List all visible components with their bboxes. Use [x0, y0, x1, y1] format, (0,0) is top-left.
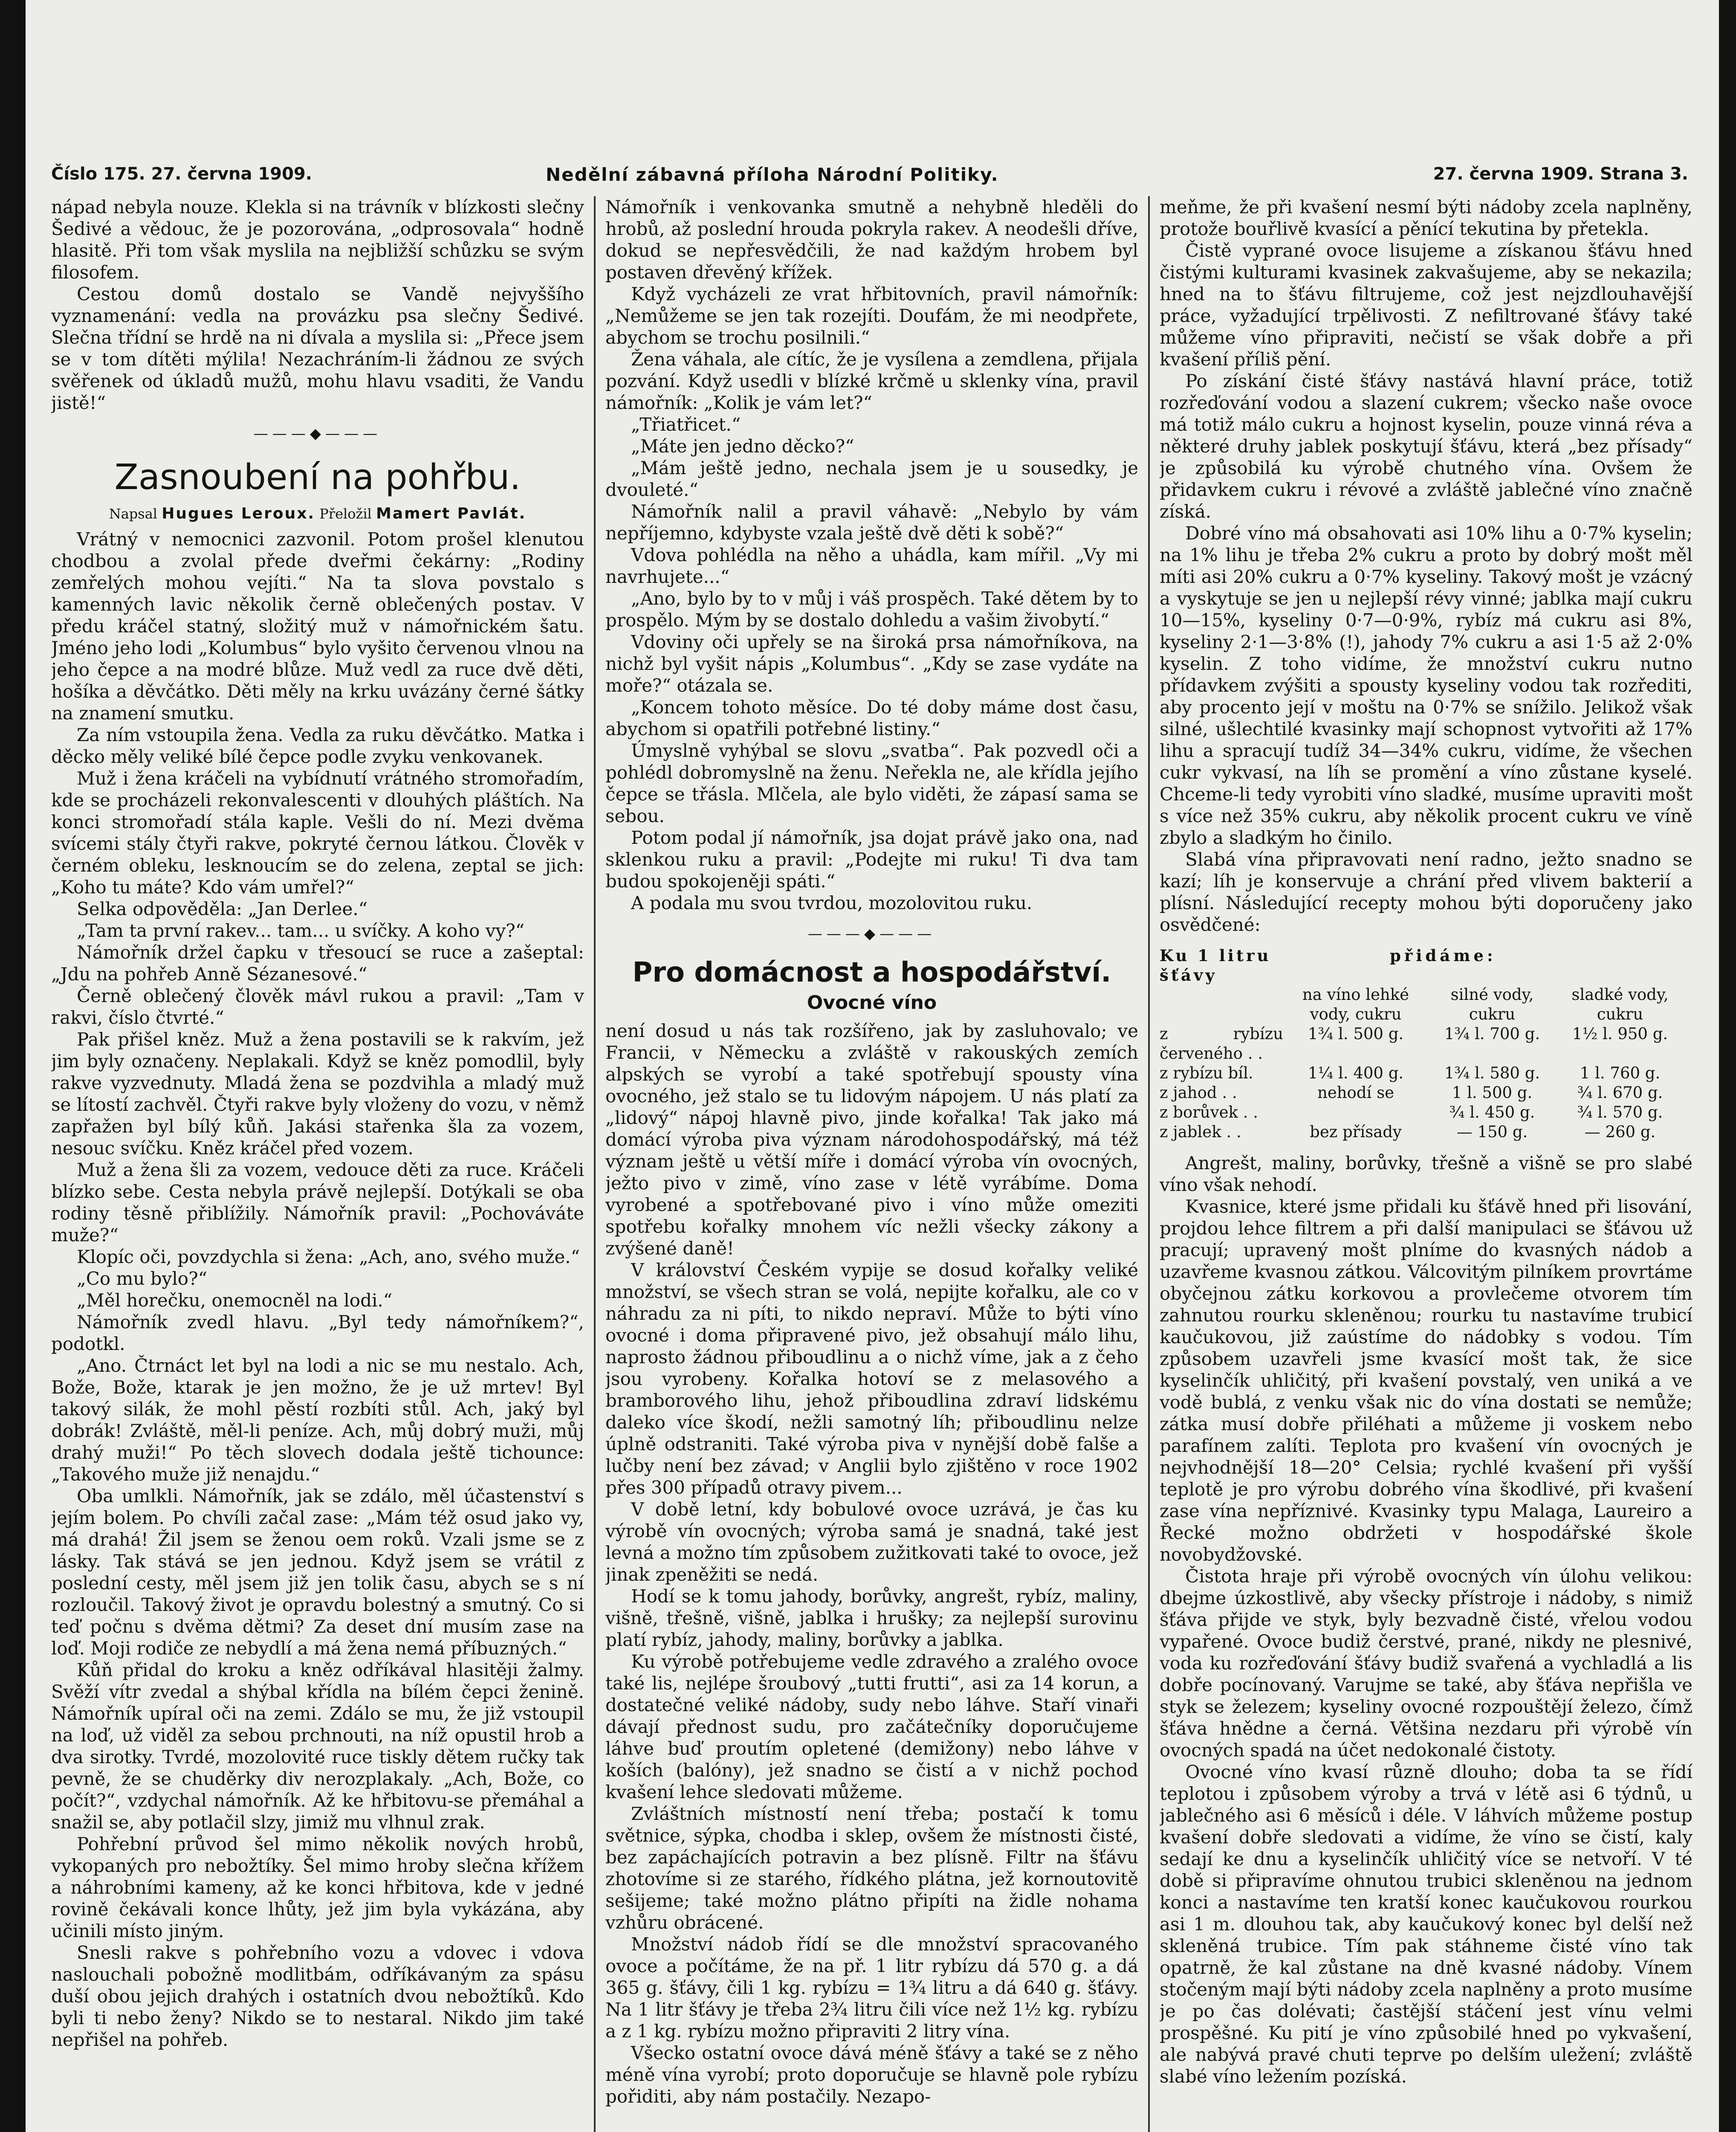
paragraph: Po získání čisté šťávy nastává hlavní práce, totiž rozřeďování vodou a slazení cukrem; všecko naše ovoce má totiž málo cukru a hojnost kyselin, pouze vinná réva a některé druhy jablek poskytují šťávu, která „bez přísady“ je způsobilá ku výrobě chutného vína. Ovšem že přidavkem cukru i révové a zvláště jablečné víno značně získá. — [1160, 371, 1693, 522]
column-rule — [1148, 196, 1150, 2132]
table-cell: — 260 g. — [1584, 1123, 1656, 1141]
table-cell: ¾ l. 670 g. — [1577, 1083, 1663, 1102]
section-title: Pro domácnost a hospodářství. — [632, 957, 1111, 988]
table-cell: 1¼ l. 400 g. — [1308, 1064, 1404, 1082]
table-cell: 1¾ l. 580 g. — [1444, 1064, 1540, 1082]
table-col-head-strong: silné vody, cukru — [1450, 985, 1534, 1023]
table-header — [1160, 946, 1693, 985]
table-cell: 1½ l. 950 g. — [1572, 1025, 1668, 1043]
table-cell: z jahod . . — [1160, 1083, 1237, 1102]
issue-number: Číslo 175. 27. června 1909. — [51, 164, 312, 184]
paragraph: Pak přišel kněz. Muž a žena postavili se k rakvím, jež jim byly označeny. Neplakali. Když se kněz pomodlil, byly rakve vyzvednuty. Mladá žena se pozdvihla a mladý muž se lítostí zachvěl. Čtyři rakve byly vloženy do vozu, v němž zapřažen byl bílý kůň. Jakási stařenka šla za vozem, nesouc svíčku. Kněz kráčel před vozem. — [51, 1029, 584, 1159]
table-row — [1160, 1083, 1693, 1103]
paragraph: „Třiatřicet.“ — [631, 414, 741, 435]
table-cell: 1 l. 760 g. — [1580, 1064, 1661, 1082]
byline-translator-prefix: Přeložil — [319, 506, 372, 522]
paragraph: Muž i žena kráčeli na vybídnutí vrátného stromořadím, kde se procházeli rekonvalescenti v dlouhých pláštích. Na konci stromořadí stála kaple. Vešli do ní. Mezi dvěma svícemi stály čtyři rakve, pokryté černou látkou. Člověk v černém obleku, lesknoucím se do zelena, zeptal se jich: „Koho tu máte? Kdo vám umřel?“ — [51, 768, 584, 898]
paragraph: Když vycházeli ze vrat hřbitovních, pravil námořník: „Nemůžeme se jen tak rozejíti. Doufám, že mi neodpřete, abychom se trochu posilnili.“ — [605, 284, 1138, 348]
paragraph: Snesli rakve s pohřebního vozu a vdovec i vdova naslouchali pobožně modlitbám, odříkávaným za spásu duší obou jejich drahých i ostatních dvou nebožtíků. Kdo byli ti nebo ženy? Nikdo se to nestaral. Nikdo jim také nepřišel na pohřeb. — [51, 1942, 584, 2050]
table-head-left-2: šťávy — [1160, 966, 1217, 985]
table-head-right: přidáme: — [1390, 946, 1496, 965]
table-col-head-light: na víno lehké vody, cukru — [1302, 985, 1409, 1023]
paragraph: Ku výrobě potřebujeme vedle zdravého a zralého ovoce také lis, nejlépe šroubový „tutti frutti“, asi za 14 korun, a dostatečné veliké nádoby, sudy nebo láhve. Staří vinaři dávají přednost sudu, pro začátečníky doporučujeme láhve buď proutím opletené (demižony) nebo láhve v koších (balóny), jež snadno se čistí a v nichž pochod kvašení lehce sledovati můžeme. — [605, 1651, 1138, 1802]
date-and-page: 27. června 1909. Strana 3. — [1433, 164, 1688, 184]
byline-author: Hugues Leroux. — [162, 505, 315, 522]
paragraph: Kvasnice, které jsme přidali ku šťávě hned při lisování, projdou lehce filtrem a při další manipulaci se šťávou už pracují; upravený mošt plníme do kvasných nádob a uzavřeme kvasnou zátkou. Válcovitým pilníkem provrtáme obyčejnou zátku korkovou a provlečeme otvorem tím zahnutou rourku skleněnou; rourku tu nastavíme trubicí kaučukovou, již zaústíme do nádobky s vodou. Tím způsobem uzavřeli jsme kvasící mošt tak, že sice kyselinčík uhličitý, při kvašení povstalý, ven uniká a ve vodě bublá, z venku však nic do vína dostati se nemůže; zátka musí dobře přiléhati a můžeme ji voskem nebo parafínem zalíti. Teplota pro kvašení vín ovocných je nejvhodnější 18—20° Celsia; rychlé kvašení při vyšší teplotě je pro výrobu dobrého vína škodlivé, při kvašení zase vína nepříznivé. Kvasinky typu Malaga, Laureiro a Řecké možno obdržeti v hospodářské škole novobydžovské. — [1160, 1196, 1693, 1565]
byline-translator: Mamert Pavlát. — [376, 505, 527, 522]
paragraph: Zvláštních místností není třeba; postačí k tomu světnice, sýpka, chodba i sklep, ovšem že místnosti čisté, bez zapáchajících potravin a bez plísně. Filtr na šťávu zhotovíme si ze starého, řídkého plátna, jež kornoutovitě sešijeme; také možno plátno připíti na židle nohama vzhůru obrácené. — [605, 1803, 1138, 1933]
paragraph: Námořník zvedl hlavu. „Byl tedy námořníkem?“, podotkl. — [51, 1312, 584, 1354]
paragraph: Žena váhala, ale cítíc, že je vysílena a zemdlena, přijala pozvání. Když usedli v blízké krčmě u sklenky vína, pravil námořník: „Kolik je vám let?“ — [605, 349, 1138, 413]
paragraph: Muž a žena šli za vozem, vedouce děti za ruce. Kráčeli blízko sebe. Cesta nebyla právě nejlepší. Dotýkali se oba rodiny těsně přiblížily. Námořník pravil: „Pochováváte muže?“ — [51, 1159, 584, 1246]
column-3 — [1160, 196, 1693, 2132]
table-cell: — 150 g. — [1456, 1123, 1528, 1141]
section-divider: ———◆——— — [253, 425, 382, 442]
paragraph: „Máte jen jedno děcko?“ — [631, 436, 854, 457]
column-1 — [51, 196, 584, 2132]
paragraph: „Mám ještě jedno, nechala jsem je u sousedky, je dvouleté.“ — [605, 458, 1138, 500]
section-divider: ———◆——— — [807, 925, 936, 942]
table-row — [1160, 1024, 1693, 1063]
byline-prefix: Napsal — [109, 506, 158, 522]
paragraph: „Ano, bylo by to v můj i váš prospěch. Také dětem by to prospělo. Mým by se dostalo dohledu a vašim živobytí.“ — [605, 588, 1138, 631]
paragraph: Ovocné víno kvasí různě dlouho; doba ta se řídí teplotou i způsobem výroby a trvá v létě asi 6 týdnů, u jablečného asi 6 měsíců i déle. V láhvích můžeme postup kvašení dobře sledovati a vidíme, že víno se čistí, kaly sedají ke dnu a kyselinčík uhličitý více se netvoří. V té době si připravíme ohnutou trubici skleněnou na jednom konci a nastavíme ten kratší konec kaučukovou rourkou asi 1 m. dlouhou tak, aby kaučukový konec byl delší než skleněná trubice. Tím pak stáhneme čisté víno tak opatrně, že kal zůstane na dně kvasné nádoby. Vínem stočeným mají býti nádoby zcela naplněny a proto musíme je po čas dolévati; častější stáčení jest vínu velmi prospěšné. Ku pití je víno způsobilé hned po vykvašení, ale nabývá pravé chuti teprve po delším uležení; zvláště slabé víno ležením pozíská. — [1160, 1761, 1693, 2087]
paragraph: Hodí se k tomu jahody, borůvky, angrešt, rybíz, maliny, višně, třešně, višně, jablka i hrušky; za nejlepší surovinu platí rybíz, jahody, maliny, borůvky a jablka. — [605, 1586, 1138, 1650]
table-column-headers — [1160, 985, 1693, 1024]
paragraph: Potom podal jí námořník, jsa dojat právě jako ona, nad sklenkou ruku a pravil: „Podejte mi ruku! Ti dva tam budou spokojeněji spáti.“ — [605, 827, 1138, 892]
table-cell: nehodí se — [1317, 1083, 1394, 1102]
table-row — [1160, 1063, 1693, 1083]
paragraph: „Koncem tohoto měsíce. Do té doby máme dost času, abychom si opatřili potřebné listiny.“ — [605, 697, 1138, 739]
paragraph: Dobré víno má obsahovati asi 10% lihu a 0·7% kyselin; na 1% lihu je třeba 2% cukru a proto by dobrý mošt měl míti asi 20% cukru a 0·7% kyseliny. Takový mošt je vzácný a vyskytuje se jen u nejlepší révy vinné; jablka mají cukru 10—15%, kyseliny 0·7—0·9%, rybíz má cukru asi 8%, kyseliny 2·1—3·8% (!), jahody 7% cukru a asi 1·5 až 2·0% kyselin. Z toho vidíme, že množství cukru nutno přídavkem zvýšiti a spousty kyseliny vodou tak rozřediti, aby procento její v moštu na 0·7% se snížilo. Jelikož však silné, ušlechtilé kvasinky mají schopnost vytvořiti až 17% lihu a spracují tudíž 34—34% cukru, vidíme, že všechen cukr vykvasí, na líh se promění a víno zůstane kyselé. Chceme-li tedy vyrobiti víno sladké, musíme upraviti mošt s více než 35% cukru, aby několik procent cukru ve víně zbylo a sladkým ho činilo. — [1160, 523, 1693, 848]
table-head-left-1: Ku 1 litru — [1160, 946, 1271, 965]
scan-border-left — [0, 0, 26, 2132]
article-subtitle: Ovocné víno — [807, 992, 937, 1014]
paragraph: Vdoviny oči upřely se na široká prsa námořníkova, na nichž byl vyšit nápis „Kolumbus“. „Kdy se zase vydáte na moře?“ otázala se. — [605, 631, 1138, 696]
paragraph: Selka odpověděla: „Jan Derlee.“ — [77, 898, 368, 919]
table-cell: z jablek . . — [1160, 1123, 1241, 1141]
table-cell: 1 l. 500 g. — [1452, 1083, 1533, 1102]
paragraph: Kůň přidal do kroku a kněz odříkával hlasitěji žalmy. Svěží vítr zvedal a shýbal křídla na bílém čepci ženině. Námořník upíral oči na zemi. Zdálo se mu, že již vstoupil na loď, už viděl za sebou prchnouti, na níž opustil hrob a dva sirotky. Tvrdé, mozolovité ruce tiskly dětem ručky tak pevně, že se chuděrky div nerozplakaly. „Ach, Bože, co počít?“, vzdychal námořník. Až ke hřbitovu-se přemáhal a snažil se, aby potlačil slzy, jimiž mu vlhnul zrak. — [51, 1660, 584, 1833]
paragraph: V království Českém vypije se dosud kořalky veliké množství, se všech stran se volá, nepijte kořalku, ale co v náhradu za ni píti, to nikdo nepraví. Může to býti víno ovocné i doma připravené pivo, jež obsahují málo lihu, naprosto žádnou přiboudlinu a o nichž víme, jak a z čeho jsou vyrobeny. Kořalka hotoví se z melasového a bramborového lihu, jehož přiboudlina zdraví lidskému daleko více škodí, nežli samotný líh; přiboudlinu nelze úplně odstraniti. Také výroba piva v nynější době falše a lučby není bez závad; v Anglii bylo zjištěno v roce 1902 přes 300 případů otravy pivem... — [605, 1260, 1138, 1498]
paragraph: „Tam ta první rakev... tam... u svíčky. A koho vy?“ — [77, 920, 525, 941]
paragraph: Úmyslně vyhýbal se slovu „svatba“. Pak pozvedl oči a pohlédl dobromyslně na ženu. Neřekla ne, ale křídla jejího čepce se třásla. Mlčela, ale bylo viděti, že zápasí sama se sebou. — [605, 740, 1138, 826]
paragraph: není dosud u nás tak rozšířeno, jak by zasluhovalo; ve Francii, v Německu a zvláště v rakouských zemích alpských se vyrobí a také spotřebují spousty vína ovocného, jež stalo se tu lidovým nápojem. U nás platí za „lidový“ nápoj hlavně pivo, jinde kořalka! Tak jako má domácí výroba piva význam národohospodářský, má též význam ještě u větší míře i domácí výroba vín ovocných, ježto pivo v zimě, víno zase v létě vyrábíme. Doma vyrobené a spotřebované pivo i víno může omeziti spotřebu kořalky mnohem víc nežli všecky zákony a zvýšené daně! — [605, 1020, 1138, 1259]
paragraph: „Ano. Čtrnáct let byl na lodi a nic se mu nestalo. Ach, Bože, Bože, ktarak je jen možno, že je už mrtev! Byl takový silák, že mohl pěstí rozbíti stůl. Ach, jaký byl dobrák! Zvláště, měl-li peníze. Ach, můj dobrý muži, můj drahý muži!“ Po těch slovech dodala ještě tichounce: „Takového muže již nenajdu.“ — [51, 1355, 584, 1485]
paragraph: V době letní, kdy bobulové ovoce uzrává, je čas ku výrobě vín ovocných; výroba samá je snadná, také jest levná a možno tím způsobem zužitkovati také to ovoce, jež jinak zpeněžiti se nedá. — [605, 1499, 1138, 1585]
paragraph: Množství nádob řídí se dle množství spracovaného ovoce a počítáme, že na př. 1 litr rybízu dá 570 g. a dá 365 g. šťávy, čili 1 kg. rybízu = 1¾ litru a dá 640 g. šťávy. Na 1 litr šťávy je třeba 2¾ litru čili více než 1½ kg. rybízu a z 1 kg. rybízu možno připraviti 2 litry vína. — [605, 1934, 1138, 2042]
paragraph: Námořník držel čapku v třesoucí se ruce a zašeptal: „Jdu na pohřeb Anně Sézanesové.“ — [51, 942, 584, 985]
paragraph: Námořník i venkovanka smutně a nehybně hleděli do hrobů, až poslední hrouda pokryla rakev. A neodešli dříve, dokud se nepřesvědčili, že nad každým hrobem byl postaven dřevěný křížek. — [605, 197, 1138, 283]
page-header — [47, 160, 1701, 190]
paragraph: nápad nebyla nouze. Klekla si na trávník v blízkosti slečny Šedivé a vědouc, že je pozorována, „odprosovala“ hodně hlasitě. Při tom však myslila na nejbližší schůzku se svým filosofem. — [51, 197, 584, 283]
article-title: Zasnoubení na pohřbu. — [114, 457, 521, 498]
scan-border-right — [1719, 0, 1736, 2132]
table-cell — [1283, 1103, 1428, 1122]
paragraph: Slabá vína připravovati není radno, ježto snadno se kazí; líh je konservuje a chrání před vlivem bakterií a plísní. Následující recepty mohou býti doporučeny jako osvědčené: — [1160, 849, 1693, 935]
publication-title: Nedělní zábavná příloha Národní Politiky. — [546, 164, 999, 185]
paragraph: „Co mu bylo?“ — [77, 1268, 208, 1289]
paragraph: Námořník nalil a pravil váhavě: „Nebylo by vám nepříjemno, kdybyste vzala ještě dvě děti k sobě?“ — [605, 501, 1138, 544]
column-2 — [605, 196, 1138, 2132]
paragraph: Pohřební průvod šel mimo několik nových hrobů, vykopaných pro nebožtíky. Šel mimo hroby slečna křížem a náhrobními kameny, až ke konci hřbitova, kde v jedné rovině čekávali konce lhůty, jež jim byla vykázána, aby učinili místo jiným. — [51, 1834, 584, 1941]
paragraph: Vrátný v nemocnici zazvonil. Potom prošel klenutou chodbou a zvolal přede dveřmi čekárny: „Rodiny zemřelých mohou vejíti.“ Na ta slova povstalo s kamenných lavic několik černě oblečených postav. V předu kráčel statný, složitý muž v námořnickém šatu. Jméno jeho lodi „Kolumbus“ bylo vyšito červenou vlnou na jeho čepce a na modré blůze. Muž vedl za ruce dvě děti, hošíka a děvčátko. Děti měly na krku uvázány černé šátky na znamení smutku. — [51, 529, 584, 724]
table-cell: ¾ l. 570 g. — [1577, 1103, 1663, 1121]
paragraph: Angrešt, maliny, borůvky, třešně a višně se pro slabé víno však nehodí. — [1160, 1153, 1693, 1195]
paragraph: A podala mu svou tvrdou, mozolovitou ruku. — [631, 892, 1033, 913]
paragraph: Za ním vstoupila žena. Vedla za ruku děvčátko. Matka i děcko měly veliké bílé čepce podle zvyku venkovanek. — [51, 724, 584, 767]
paragraph: Klopíc oči, povzdychla si žena: „Ach, ano, svého muže.“ — [77, 1246, 580, 1267]
recipe-table — [1160, 946, 1693, 1142]
paragraph: Všecko ostatní ovoce dává méně šťávy a také se z něho méně vína vyrobí; proto doporučuje se hlavně pole rybízu pořiditi, aby nám postačily. Nezapo- — [605, 2042, 1138, 2107]
paragraph: Oba umlkli. Námořník, jak se zdálo, měl účastenství s jejím bolem. Po chvíli začal zase: „Mám též osud jako vy, má drahá! Žil jsem se ženou oem roků. Vzali jsme se z lásky. Tak stává se jen jednou. Když jsem se vrátil z poslední cesty, měl jsem již jen tolik času, abych se s ní rozloučil. Takový život je opravdu bolestný a smutný. Co si teď počnu s dvěma dětmi? Za deset dní musím zase na loď. Moji rodiče ze nebydlí a má žena nemá příbuzných.“ — [51, 1486, 584, 1659]
table-cell — [1160, 985, 1283, 1024]
table-cell: bez přísady — [1310, 1123, 1402, 1141]
paragraph: „Měl horečku, onemocněl na lodi.“ — [77, 1290, 393, 1311]
column-rule — [594, 196, 596, 2132]
table-cell: 1¾ l. 700 g. — [1444, 1025, 1540, 1043]
table-cell: z rybízu bíl. — [1160, 1064, 1253, 1082]
table-cell: ¾ l. 450 g. — [1449, 1103, 1535, 1121]
paragraph: Vdova pohlédla na něho a uhádla, kam mířil. „Vy mi navrhujete...“ — [605, 545, 1138, 587]
paragraph: Cestou domů dostalo se Vandě nejvyššího vyznamenání: vedla na provázku psa slečny Šedivé. Slečna třídní se hrdě na ni dívala a myslila si: „Přece jsem se v tom dítěti mýlila! Nezachráním-li žádnou ze svých svěřenek od úkladů mužů, mohu hlavu vsaditi, že Vandu jistě!“ — [51, 284, 584, 413]
table-cell: 1¾ l. 500 g. — [1308, 1025, 1404, 1043]
table-cell: z rybízu červeného . . — [1160, 1025, 1283, 1063]
byline — [51, 504, 584, 523]
table-row — [1160, 1103, 1693, 1122]
paragraph: Černě oblečený člověk mávl rukou a pravil: „Tam v rakvi, číslo čtvrté.“ — [51, 985, 584, 1028]
paragraph: Čistota hraje při výrobě ovocných vín úlohu velikou: dbejme úzkostlivě, aby všecky přístroje i nádoby, s nimiž šťáva přijde ve styk, byly bezvadně čisté, vřelou vodou vypařené. Ovoce budiž čerstvé, prané, nikdy ne plesnivé, voda ku rozřeďování šťávy budiž svařená a vychladlá a lis dobře pocínovaný. Varujme se také, aby šťáva nepřišla ve styk se železem; kyseliny ovocné rozpouštějí železo, čímž šťáva hnědne a černá. Většina nezdaru při výrobě vín ovocných spadá na účet nedokonalé čistoty. — [1160, 1566, 1693, 1761]
table-col-head-sweet: sladké vody, cukru — [1571, 985, 1669, 1023]
table-row — [1160, 1122, 1693, 1142]
paragraph: meňme, že při kvašení nesmí býti nádoby zcela naplněny, protože bouřlivě kvasící a pěnící tekutina by přetekla. — [1160, 197, 1693, 239]
paragraph: Čistě vyprané ovoce lisujeme a získanou šťávu hned čistými kulturami kvasinek zakvašujeme, aby se nekazila; hned na to šťávu filtrujeme, což jest nejzdlouhavější práce, vyžadující trpělivosti. Z nefiltrované šťávy také můžeme víno připraviti, nečistí se však dobře a při kvašení příliš pění. — [1160, 240, 1693, 370]
table-cell: z borůvek . . — [1160, 1103, 1258, 1121]
